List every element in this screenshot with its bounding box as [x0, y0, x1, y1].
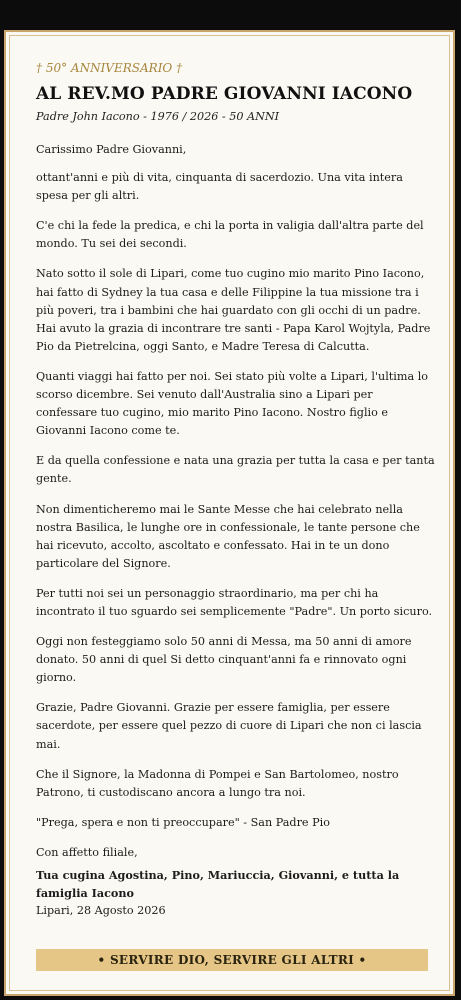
paragraph: Per tutti noi sei un personaggio straordinario, ma per chi ha incontrato il tuo sguardo sei semplicemente "Padre". Un porto sicuro.: [36, 586, 433, 618]
paragraph: Non dimenticheremo mai le Sante Messe che hai celebrato nella nostra Basilica, le lunghe ore in confessionale, le tante persone che hai ricevuto, accolto, ascoltato e confessato. Hai in te un dono particolare del Signore.: [36, 502, 420, 570]
anniversary-label: † 50° ANNIVERSARIO †: [36, 61, 183, 75]
subtitle: Padre John Iacono - 1976 / 2026 - 50 ANNI: [36, 110, 280, 123]
paragraph: Oggi non festeggiamo solo 50 anni di Messa, ma 50 anni di amore donato. 50 anni di quel Si detto cinquant'anni fa e rinnovato ogni giorno.: [36, 635, 412, 685]
top-bar: [0, 0, 461, 26]
paragraph: Grazie, Padre Giovanni. Grazie per essere famiglia, per essere sacerdote, per essere quel pezzo di cuore di Lipari che non ci lascia mai.: [36, 701, 422, 751]
place-date: Lipari, 28 Agosto 2026: [36, 903, 166, 917]
page-title: AL REV.MO PADRE GIOVANNI IACONO: [36, 84, 413, 104]
paragraph: Nato sotto il sole di Lipari, come tuo cugino mio marito Pino Iacono, hai fatto di Sydney la tua casa e delle Filippine la tua missione tra i più poveri, tra i bambini che hai guardato con gli occhi di un padre. Hai avuto la grazia di incontrare tre santi - Papa Karol Wojtyla, Padre Pio da Pietrelcina, oggi Santo, e Madre Teresa di Calcutta.: [36, 267, 431, 353]
paragraph: Quanti viaggi hai fatto per noi. Sei stato più volte a Lipari, l'ultima lo scorso dicembre. Sei venuto dall'Australia sino a Lipari per confessare tuo cugino, mio marito Pino Iacono. Nostro figlio e Giovanni Iacono come te.: [36, 369, 429, 438]
paragraph: Che il Signore, la Madonna di Pompei e San Bartolomeo, nostro Patrono, ti custodiscano ancora a lungo tra noi.: [36, 767, 399, 799]
paragraph: E da quella confessione e nata una grazia per tutta la casa e per tanta gente.: [36, 454, 435, 486]
signature-block: [36, 844, 436, 902]
greeting: Carissimo Padre Giovanni,: [36, 143, 187, 156]
signature: Tua cugina Agostina, Pino, Mariuccia, Giovanni, e tutta la famiglia Iacono: [36, 867, 400, 900]
announcement-content: [36, 60, 436, 932]
motto-banner: • SERVIRE DIO, SERVIRE GLI ALTRI •: [36, 949, 428, 971]
closing: Con affetto filiale,: [36, 845, 138, 859]
announcement-card: [4, 30, 455, 996]
paragraph: ottant'anni e più di vita, cinquanta di sacerdozio. Una vita intera spesa per gli altri.: [36, 171, 403, 203]
letter-body: [36, 141, 436, 920]
paragraph: C'e chi la fede la predica, e chi la porta in valigia dall'altra parte del mondo. Tu sei dei secondi.: [36, 219, 424, 251]
quote: "Prega, spera e non ti preoccupare" - San Padre Pio: [36, 815, 330, 829]
